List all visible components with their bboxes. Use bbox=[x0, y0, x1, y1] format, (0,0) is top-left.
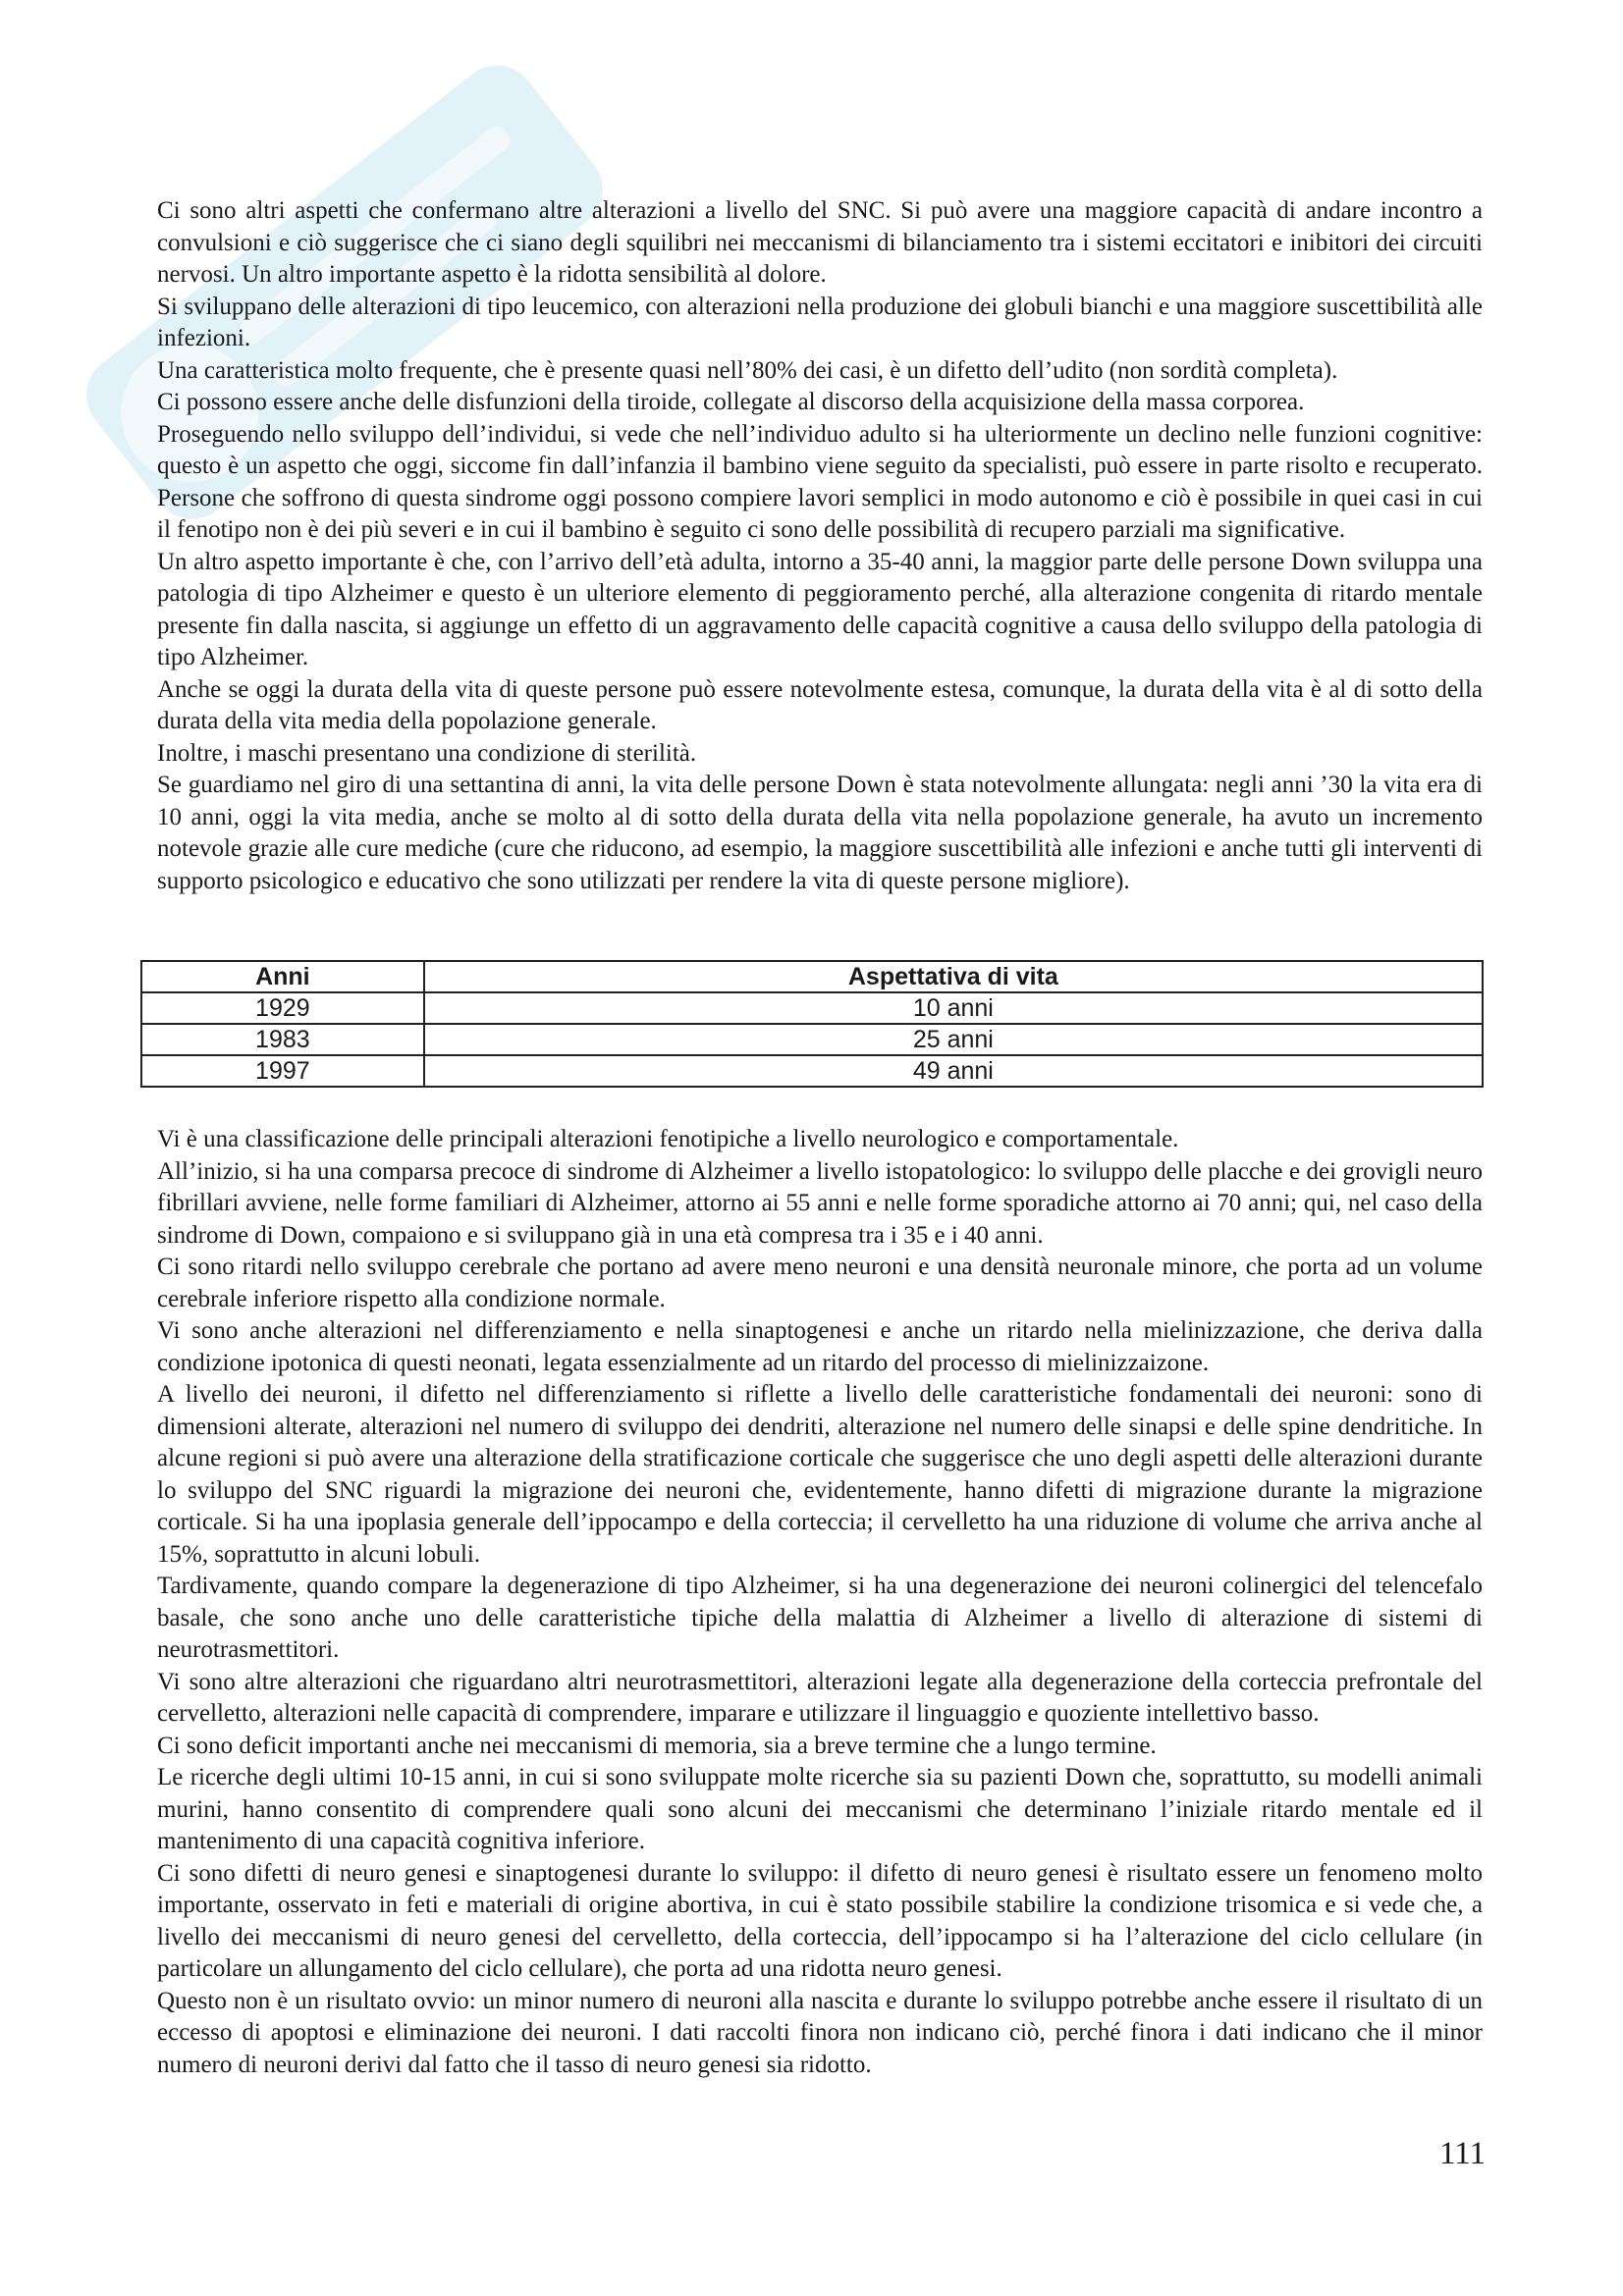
paragraph: Ci sono deficit importanti anche nei meccanismi di memoria, sia a breve termine che a lungo termine. bbox=[157, 1732, 1157, 1759]
paragraph: Le ricerche degli ultimi 10-15 anni, in cui si sono sviluppate molte ricerche sia su pazienti Down che, soprattutto, su modelli animali murini, hanno consentito di comprendere quali sono alcuni dei meccanismi che determinano l’iniziale ritardo mentale ed il mantenimento di una capacità cognitiva inferiore. bbox=[157, 1764, 1483, 1854]
paragraph: Ci sono difetti di neuro genesi e sinaptogenesi durante lo sviluppo: il difetto di neuro genesi è risultato essere un fenomeno molto importante, osservato in feti e materiali di origine abortiva, in cui è stato possibile stabilire la condizione trisomica e si vede che, a livello dei meccanismi di neuro genesi del cervelletto, della corteccia, dell’ippocampo si ha l’alterazione del ciclo cellulare (in particolare un allungamento del ciclo cellulare), che porta ad una ridotta neuro genesi. bbox=[157, 1859, 1483, 1982]
page-number: 111 bbox=[1438, 2136, 1486, 2171]
paragraph: Questo non è un risultato ovvio: un minor numero di neuroni alla nascita e durante lo sviluppo potrebbe anche essere il risultato di un eccesso di apoptosi e eliminazione dei neuroni. I dati raccolti finora non indicano ciò, perché finora i dati indicano che il minor numero di neuroni derivi dal fatto che il tasso di neuro genesi sia ridotto. bbox=[157, 1987, 1483, 2078]
paragraph: Ci sono ritardi nello sviluppo cerebrale che portano ad avere meno neuroni e una densità neuronale minore, che porta ad un volume cerebrale inferiore rispetto alla condizione normale. bbox=[157, 1254, 1483, 1312]
cell-life-expectancy: 10 anni bbox=[424, 992, 1483, 1024]
paragraph: Se guardiamo nel giro di una settantina di anni, la vita delle persone Down è stata notevolmente allungata: negli anni ’30 la vita era di 10 anni, oggi la vita media, anche se molto al di sotto della durata della vita nella popolazione generale, ha avuto un incremento notevole grazie alle cure mediche (cure che riducono, ad esempio, la maggiore suscettibilità alle infezioni e anche tutti gli interventi di supporto psicologico e educativo che sono utilizzati per rendere la vita di queste persone migliore). bbox=[157, 772, 1483, 894]
body-text-top bbox=[157, 195, 1483, 897]
paragraph: Tardivamente, quando compare la degenerazione di tipo Alzheimer, si ha una degenerazione dei neuroni colinergici del telencefalo basale, che sono anche uno delle caratteristiche tipiche della malattia di Alzheimer a livello di alterazione di sistemi di neurotrasmettitori. bbox=[157, 1573, 1483, 1663]
paragraph: All’inizio, si ha una comparsa precoce di sindrome di Alzheimer a livello istopatologico: lo sviluppo delle placche e dei grovigli neuro fibrillari avviene, nelle forme familiari di Alzheimer, attorno ai 55 anni e nelle forme sporadiche attorno ai 70 anni; qui, nel caso della sindrome di Down, compaiono e si sviluppano già in una età compresa tra i 35 e i 40 anni. bbox=[157, 1157, 1483, 1249]
cell-year: 1997 bbox=[141, 1055, 424, 1087]
paragraph: Vi è una classificazione delle principali alterazioni fenotipiche a livello neurologico e comportamentale. bbox=[157, 1126, 1179, 1152]
paragraph: Una caratteristica molto frequente, che è presente quasi nell’80% dei casi, è un difetto dell’udito (non sordità completa). bbox=[157, 356, 1338, 384]
header-years: Anni bbox=[141, 961, 424, 992]
cell-year: 1983 bbox=[141, 1024, 424, 1055]
paragraph: Anche se oggi la durata della vita di queste persone può essere notevolmente estesa, comunque, la durata della vita è al di sotto della durata della vita media della popolazione generale. bbox=[157, 675, 1483, 734]
paragraph: Ci possono essere anche delle disfunzioni della tiroide, collegate al discorso della acquisizione della massa corporea. bbox=[157, 389, 1305, 415]
table-row bbox=[141, 992, 1483, 1024]
paragraph: A livello dei neuroni, il difetto nel differenziamento si riflette a livello delle caratteristiche fondamentali dei neuroni: sono di dimensioni alterate, alterazioni nel numero di sviluppo dei dendriti, alterazione nel numero delle sinapsi e delle spine dendritiche. In alcune regioni si può avere una alterazione della stratificazione corticale che suggerisce che uno degli aspetti delle alterazioni durante lo sviluppo del SNC riguardi la migrazione dei neuroni che, evidentemente, hanno difetti di migrazione durante la migrazione corticale. Si ha una ipoplasia generale dell’ippocampo e della corteccia; il cervelletto ha una riduzione di volume che arriva anche al 15%, soprattutto in alcuni lobuli. bbox=[157, 1381, 1483, 1568]
life-expectancy-table bbox=[140, 960, 1484, 1088]
paragraph: Proseguendo nello sviluppo dell’individui, si vede che nell’individuo adulto si ha ulteriormente un declino nelle funzioni cognitive: questo è un aspetto che oggi, siccome fin dall’infanzia il bambino viene seguito da specialisti, può essere in parte risolto e recuperato. Persone che soffrono di questa sindrome oggi possono compiere lavori semplici in modo autonomo e ciò è possibile in quei casi in cui il fenotipo non è dei più severi e in cui il bambino è seguito ci sono delle possibilità di recupero parziali ma significative. bbox=[157, 420, 1483, 543]
cell-year: 1929 bbox=[141, 992, 424, 1024]
table-row bbox=[141, 1055, 1483, 1087]
paragraph: Si sviluppano delle alterazioni di tipo leucemico, con alterazioni nella produzione dei globuli bianchi e una maggiore suscettibilità alle infezioni. bbox=[157, 293, 1483, 351]
cell-life-expectancy: 25 anni bbox=[424, 1024, 1483, 1055]
body-text-bottom bbox=[157, 1124, 1483, 2081]
paragraph: Vi sono altre alterazioni che riguardano altri neurotrasmettitori, alterazioni legate alla degenerazione della corteccia prefrontale del cervelletto, alterazioni nelle capacità di comprendere, imparare e utilizzare il linguaggio e quoziente intellettivo basso. bbox=[157, 1668, 1483, 1727]
cell-life-expectancy: 49 anni bbox=[424, 1055, 1483, 1087]
header-life-expectancy: Aspettativa di vita bbox=[424, 961, 1483, 992]
paragraph: Inoltre, i maschi presentano una condizione di sterilità. bbox=[157, 739, 697, 767]
paragraph: Ci sono altri aspetti che confermano altre alterazioni a livello del SNC. Si può avere una maggiore capacità di andare incontro a convulsioni e ciò suggerisce che ci siano degli squilibri nei meccanismi di bilanciamento tra i sistemi eccitatori e inibitori dei circuiti nervosi. Un altro importante aspetto è la ridotta sensibilità al dolore. bbox=[157, 197, 1483, 288]
paragraph: Un altro aspetto importante è che, con l’arrivo dell’età adulta, intorno a 35-40 anni, la maggior parte delle persone Down sviluppa una patologia di tipo Alzheimer e questo è un ulteriore elemento di peggioramento perché, alla alterazione congenita di ritardo mentale presente fin dalla nascita, si aggiunge un effetto di un aggravamento delle capacità cognitive a causa dello sviluppo della patologia di tipo Alzheimer. bbox=[157, 548, 1483, 670]
paragraph: Vi sono anche alterazioni nel differenziamento e nella sinaptogenesi e anche un ritardo nella mielinizzazione, che deriva dalla condizione ipotonica di questi neonati, legata essenzialmente ad un ritardo del processo di mielinizzaizone. bbox=[157, 1317, 1483, 1376]
table-row bbox=[141, 1024, 1483, 1055]
table-header-row bbox=[141, 961, 1483, 992]
